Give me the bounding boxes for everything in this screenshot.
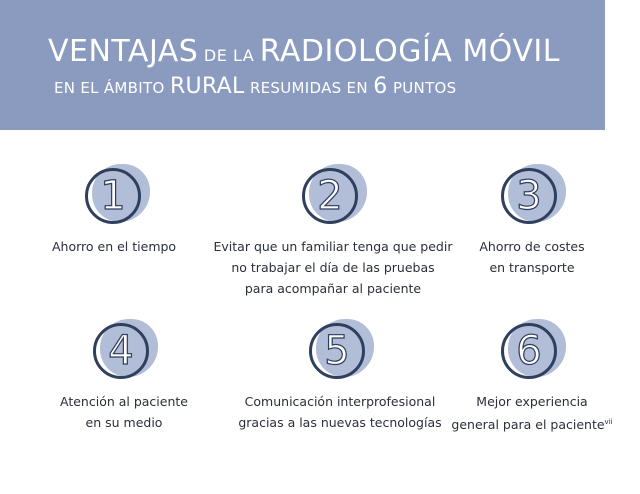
description-line: Comunicación interprofesional <box>244 394 436 409</box>
point-description <box>412 391 640 435</box>
point-description <box>0 236 240 257</box>
point-description <box>4 391 244 433</box>
description-text: general para el paciente <box>451 417 605 433</box>
number-badge <box>496 160 568 232</box>
description-line: no trabajar el día de las pruebas <box>231 260 435 275</box>
badge-number: 5 <box>324 328 350 374</box>
title-word: PUNTOS <box>392 79 457 97</box>
badge-number: 2 <box>317 173 343 219</box>
title-word: 6 <box>373 74 388 99</box>
point-description <box>412 236 640 278</box>
title-line-1 <box>48 34 560 69</box>
description-line: Evitar que un familiar tenga que pedir <box>213 239 453 254</box>
title-word: VENTAJAS <box>48 34 199 69</box>
badge-number: 4 <box>108 328 134 374</box>
description-line: Atención al paciente <box>60 394 188 409</box>
number-badge <box>496 315 568 387</box>
badge-number: 3 <box>516 173 542 219</box>
title-banner <box>0 0 605 130</box>
point-6 <box>412 315 640 435</box>
description-line: para acompañar al paciente <box>244 281 422 296</box>
badge-number: 6 <box>516 328 542 374</box>
title-word: EN EL ÁMBITO <box>54 79 165 97</box>
description-line: en su medio <box>85 415 163 430</box>
point-3 <box>412 160 640 278</box>
title-word: DE LA <box>203 46 255 65</box>
description-line: Ahorro en el tiempo <box>52 239 177 254</box>
number-badge <box>80 160 152 232</box>
number-badge <box>297 160 369 232</box>
description-line: gracias a las nuevas tecnologías <box>238 415 442 430</box>
number-badge <box>88 315 160 387</box>
number-badge <box>304 315 376 387</box>
title-word: RURAL <box>169 74 245 99</box>
title-word: RADIOLOGÍA MÓVIL <box>259 34 560 69</box>
footnote-marker: vii <box>604 418 613 426</box>
point-1 <box>0 160 240 257</box>
title-line-2 <box>54 74 456 99</box>
description-line: Mejor experiencia <box>476 394 588 409</box>
description-line: en transporte <box>489 260 575 275</box>
description-line <box>412 412 640 435</box>
description-line: Ahorro de costes <box>479 239 585 254</box>
point-4 <box>4 315 244 433</box>
title-word: RESUMIDAS EN <box>249 79 368 97</box>
badge-number: 1 <box>100 173 126 219</box>
